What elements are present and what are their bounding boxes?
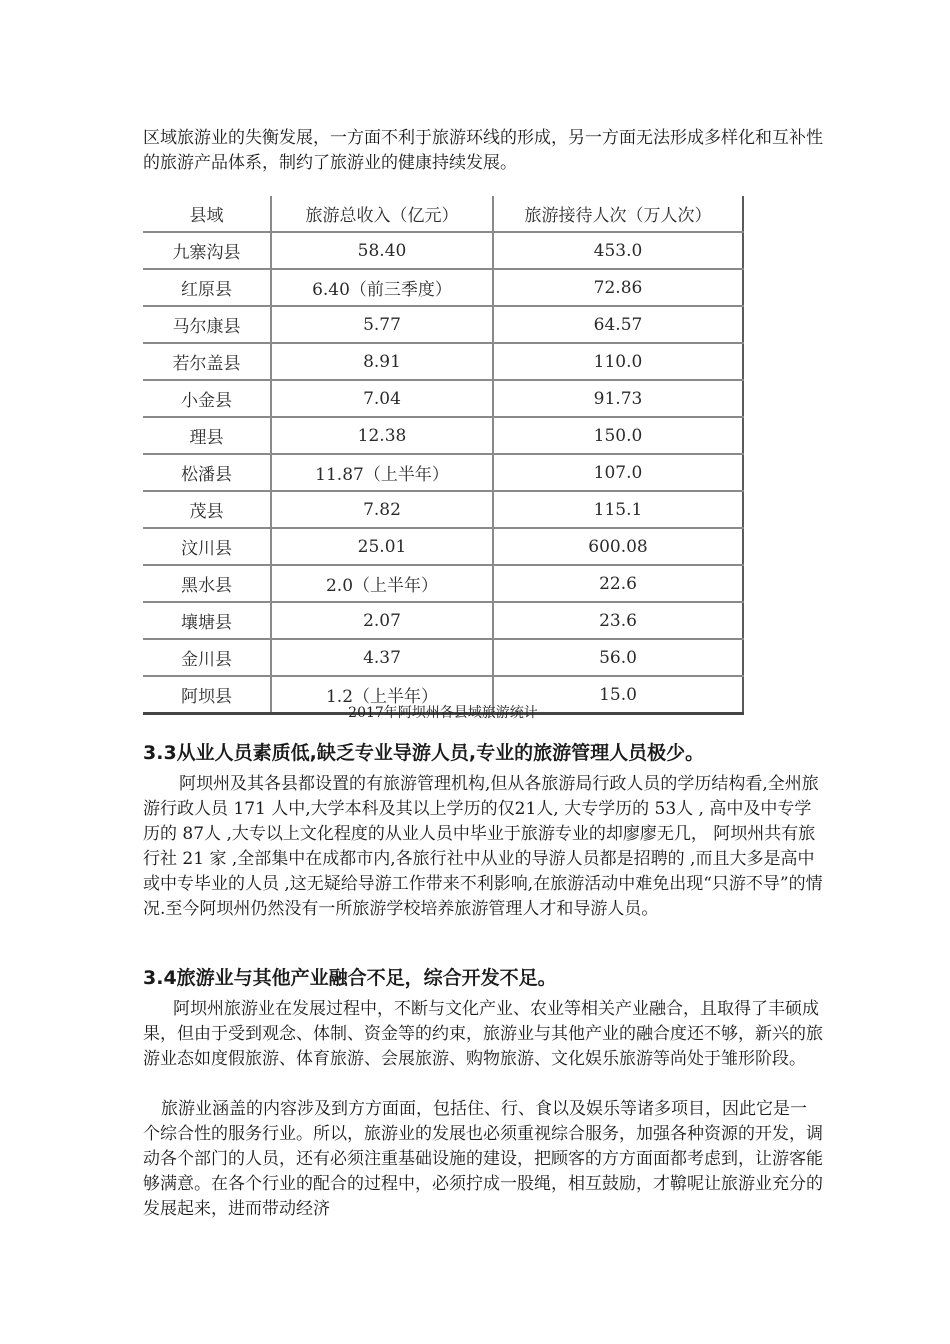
- section-3-4-paragraph-1: 阿坝州旅游业在发展过程中，不断与文化产业、农业等相关产业融合，且取得了丰硕成果，但由于受到观念、体制、资金等的约束，旅游业与其他产业的融合度还不够，新兴的旅游业态如度假旅游、体育旅游、会展旅游、购物旅游、文化娱乐旅游等尚处于雏形阶段。: [143, 999, 823, 1069]
- table-cell: 91.73: [493, 380, 743, 417]
- table-cell: 15.0: [493, 676, 743, 714]
- section-3-4-heading: 3.4旅游业与其他产业融合不足，综合开发不足。: [143, 967, 557, 989]
- table-cell: 阿坝县: [143, 676, 271, 714]
- table-cell: 107.0: [493, 454, 743, 491]
- table-cell: 松潘县: [143, 454, 271, 491]
- table-cell: 7.82: [271, 491, 493, 528]
- table-row: [143, 528, 743, 565]
- table-cell: 黑水县: [143, 565, 271, 602]
- table-row: [143, 491, 743, 528]
- table-cell: 金川县: [143, 639, 271, 676]
- table-cell: 7.04: [271, 380, 493, 417]
- stats-table: [143, 196, 744, 715]
- table-cell: 若尔盖县: [143, 343, 271, 380]
- table-cell: 600.08: [493, 528, 743, 565]
- table-cell: 110.0: [493, 343, 743, 380]
- table-row: [143, 639, 743, 676]
- table-row: [143, 565, 743, 602]
- table-row: [143, 454, 743, 491]
- table-caption: 2017年阿坝州各县域旅游统计: [348, 705, 538, 721]
- table-row: [143, 602, 743, 639]
- table-cell: 25.01: [271, 528, 493, 565]
- table-cell: 马尔康县: [143, 306, 271, 343]
- table-cell: 壤塘县: [143, 602, 271, 639]
- table-cell: 5.77: [271, 306, 493, 343]
- table-row: [143, 306, 743, 343]
- table-row: [143, 343, 743, 380]
- table-cell: 8.91: [271, 343, 493, 380]
- table-cell: 115.1: [493, 491, 743, 528]
- table-cell: 56.0: [493, 639, 743, 676]
- tourism-statistics-table: [143, 196, 743, 707]
- section-3-4-paragraph-2: 旅游业涵盖的内容涉及到方方面面，包括住、行、食以及娱乐等诸多项目，因此它是一个综合性的服务行业。所以，旅游业的发展也必须重视综合服务，加强各种资源的开发，调动各个部门的人员，还有必须注重基础设施的建设，把顾客的方方面面都考虑到，让游客能够满意。在各个行业的配合的过程中，必须拧成一股绳，相互鼓励，才鞥呢让旅游业充分的发展起来，进而带动经济: [143, 1099, 823, 1219]
- table-header-cell: 旅游总收入（亿元）: [271, 196, 493, 232]
- table-cell: 理县: [143, 417, 271, 454]
- table-cell: 6.40（前三季度）: [271, 269, 493, 306]
- table-cell: 64.57: [493, 306, 743, 343]
- table-row: [143, 380, 743, 417]
- table-header-cell: 县域: [143, 196, 271, 232]
- table-cell: 4.37: [271, 639, 493, 676]
- table-cell: 12.38: [271, 417, 493, 454]
- table-cell: 22.6: [493, 565, 743, 602]
- section-3-3-heading: 3.3从业人员素质低,缺乏专业导游人员,专业的旅游管理人员极少。: [143, 742, 705, 764]
- table-cell: 2.07: [271, 602, 493, 639]
- section-3-3-paragraph: 阿坝州及其各县都设置的有旅游管理机构,但从各旅游局行政人员的学历结构看,全州旅游行政人员 171 人中,大学本科及其以上学历的仅21人, 大专学历的 53人 , 高中及中专学历的 87人 ,大专以上文化程度的从业人员中毕业于旅游专业的却廖廖无几， 阿坝州共有旅行社 21 家 ,全部集中在成都市内,各旅行社中从业的导游人员都是招聘的 ,而且大多是高中或中专毕业的人员 ,这无疑给导游工作带来不利影响,在旅游活动中难免出现“只游不导”的情况.至今阿坝州仍然没有一所旅游学校培养旅游管理人才和导游人员。: [143, 774, 823, 919]
- intro-paragraph: 区域旅游业的失衡发展，一方面不利于旅游环线的形成，另一方面无法形成多样化和互补性的旅游产品体系，制约了旅游业的健康持续发展。: [143, 128, 823, 173]
- table-cell: 2.0（上半年）: [271, 565, 493, 602]
- table-cell: 150.0: [493, 417, 743, 454]
- table-header-row: [143, 196, 743, 232]
- table-row: [143, 232, 743, 269]
- table-cell: 红原县: [143, 269, 271, 306]
- table-cell: 453.0: [493, 232, 743, 269]
- table-cell: 72.86: [493, 269, 743, 306]
- table-cell: 23.6: [493, 602, 743, 639]
- table-cell: 茂县: [143, 491, 271, 528]
- table-cell: 九寨沟县: [143, 232, 271, 269]
- table-header-cell: 旅游接待人次（万人次）: [493, 196, 743, 232]
- table-row: [143, 417, 743, 454]
- table-cell: 小金县: [143, 380, 271, 417]
- table-cell: 汶川县: [143, 528, 271, 565]
- table-row: [143, 269, 743, 306]
- table-cell: 11.87（上半年）: [271, 454, 493, 491]
- table-cell: 1.2（上半年）: [271, 676, 493, 714]
- table-cell: 58.40: [271, 232, 493, 269]
